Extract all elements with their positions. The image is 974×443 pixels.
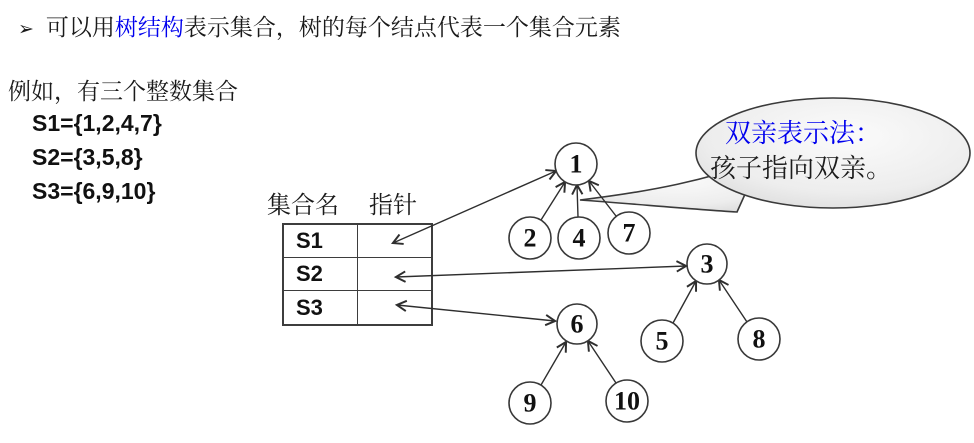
edge-9-to-6	[541, 342, 566, 385]
bullet-text-post: 表示集合，树的每个结点代表一个集合元素	[183, 15, 621, 40]
pointer-arrow-s2-root3	[396, 266, 686, 277]
table-header-set-name: 集合名	[267, 193, 339, 219]
node-label: 6	[570, 309, 584, 339]
edge-10-to-6	[588, 341, 616, 383]
callout-body: 孩子指向双亲。	[710, 154, 893, 183]
node-label: 7	[622, 218, 636, 248]
tree-node-7	[608, 212, 650, 254]
node-label: 9	[523, 388, 537, 418]
set-name-cell: S3	[284, 291, 358, 324]
set-definition-s1: S1={1,2,4,7}	[32, 110, 162, 136]
table-header-pointer: 指针	[369, 193, 417, 219]
node-label: 3	[700, 249, 714, 279]
tree-node-4	[558, 217, 600, 259]
tree-node-10	[606, 380, 648, 422]
tree-node-6	[557, 304, 597, 344]
node-label: 5	[655, 326, 669, 356]
tree-node-3	[687, 244, 727, 284]
set-name-cell: S2	[284, 258, 358, 290]
tree-node-9	[509, 382, 551, 424]
set-definition-s3: S3={6,9,10}	[32, 178, 156, 204]
callout-title: 双亲表示法：	[725, 119, 882, 148]
tree-edges	[541, 181, 747, 385]
set-name-cell: S1	[284, 225, 358, 257]
example-intro: 例如，有三个整数集合	[8, 79, 238, 104]
tree-node-2	[509, 217, 551, 259]
node-label: 10	[614, 386, 640, 416]
edge-4-to-1	[577, 185, 578, 217]
bullet-arrow-icon: ➢	[18, 19, 34, 40]
node-label: 1	[569, 149, 583, 179]
pointer-arrow-s3-root6	[397, 305, 555, 321]
tree-node-1	[555, 143, 597, 185]
edge-8-to-3	[719, 280, 747, 322]
tree-node-5	[641, 320, 683, 362]
node-label: 4	[572, 223, 586, 253]
tree-node-8	[738, 318, 780, 360]
bullet-text-highlight: 树结构	[114, 15, 184, 40]
bullet-text-pre: 可以用	[45, 15, 115, 40]
node-label: 2	[523, 223, 537, 253]
edge-2-to-1	[541, 182, 565, 220]
callout-text	[710, 116, 892, 186]
edge-5-to-3	[673, 281, 696, 323]
set-definition-s2: S2={3,5,8}	[32, 144, 143, 170]
node-label: 8	[752, 324, 766, 354]
